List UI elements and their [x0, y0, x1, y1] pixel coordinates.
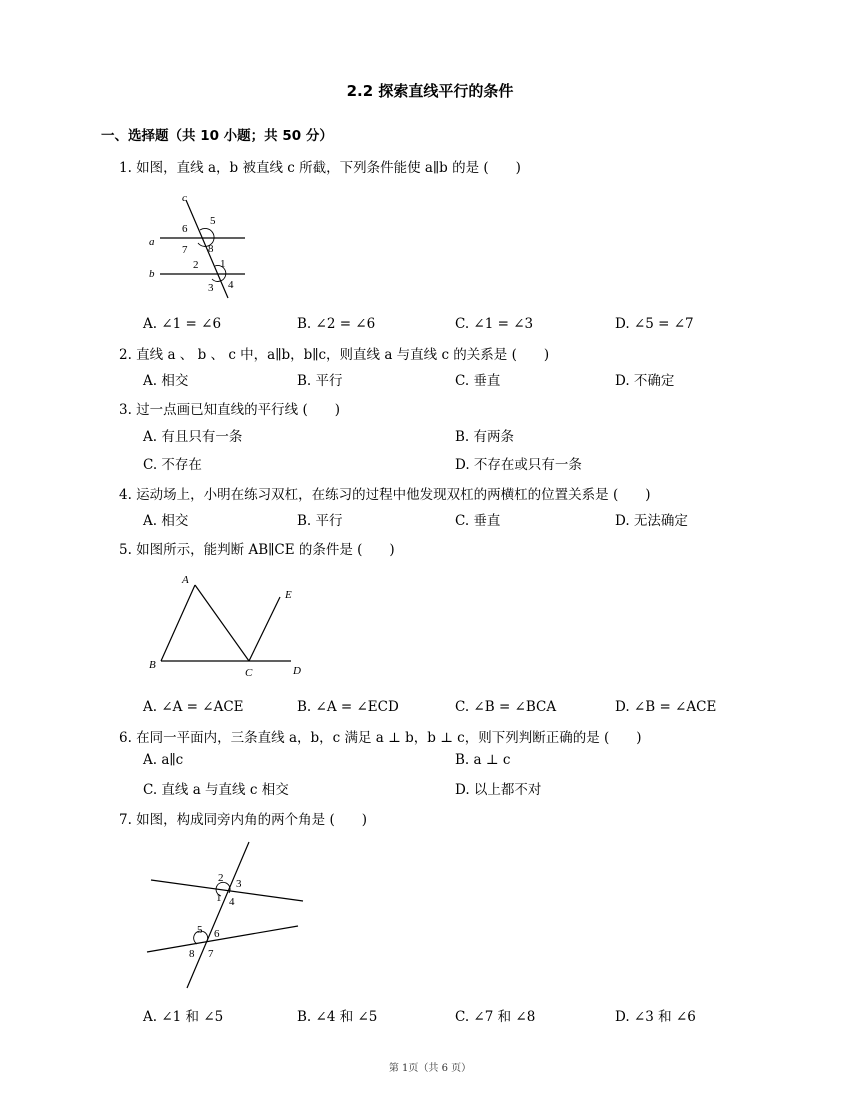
q3-option-b[interactable]: B. 有两条	[455, 429, 515, 445]
q4-option-d[interactable]: D. 无法确定	[615, 513, 688, 529]
question-6-stem: 6. 在同一平面内，三条直线 a，b，c 满足 a ⊥ b，b ⊥ c，则下列判断正确的是 ( )	[119, 730, 642, 746]
figure-label-B: B	[149, 659, 156, 671]
question-3-stem: 3. 过一点画已知直线的平行线 ( )	[119, 402, 340, 418]
figure-label-A: A	[182, 574, 189, 586]
figure-label-E: E	[285, 589, 292, 601]
question-4-stem: 4. 运动场上，小明在练习双杠，在练习的过程中他发现双杠的两横杠的位置关系是 ( )	[119, 487, 651, 503]
question-2-stem: 2. 直线 a 、 b 、 c 中，a∥b，b∥c，则直线 a 与直线 c 的关系是 ( )	[119, 347, 550, 363]
figure-label-1: 1	[220, 258, 226, 270]
figure-label-4: 4	[228, 279, 234, 291]
q2-option-a[interactable]: A. 相交	[143, 373, 189, 389]
figure-label-5: 5	[197, 924, 203, 936]
figure-label-1: 1	[216, 892, 222, 904]
question-5-figure	[145, 572, 315, 682]
figure-label-7: 7	[208, 948, 214, 960]
q7-option-b[interactable]: B. ∠4 和 ∠5	[297, 1009, 378, 1025]
q7-option-c[interactable]: C. ∠7 和 ∠8	[455, 1009, 536, 1025]
q6-option-a[interactable]: A. a∥c	[143, 752, 184, 768]
figure-label-2: 2	[218, 872, 224, 884]
q6-option-d[interactable]: D. 以上都不对	[455, 782, 542, 798]
page-title: 2.2 探索直线平行的条件	[346, 82, 514, 100]
figure-label-a: a	[149, 236, 155, 248]
figure-label-8: 8	[189, 948, 195, 960]
q4-option-b[interactable]: B. 平行	[297, 513, 343, 529]
q3-option-a[interactable]: A. 有且只有一条	[143, 429, 243, 445]
q2-option-d[interactable]: D. 不确定	[615, 373, 675, 389]
q1-option-d[interactable]: D. ∠5 = ∠7	[615, 316, 694, 332]
q4-option-a[interactable]: A. 相交	[143, 513, 189, 529]
q3-option-c[interactable]: C. 不存在	[143, 457, 202, 473]
question-7-figure	[145, 840, 310, 990]
figure-label-C: C	[245, 667, 253, 679]
q7-option-d[interactable]: D. ∠3 和 ∠6	[615, 1009, 696, 1025]
figure-label-D: D	[293, 665, 301, 677]
question-1-figure	[140, 188, 260, 298]
figure-label-b: b	[149, 268, 155, 280]
figure-label-6: 6	[182, 223, 188, 235]
figure-label-8: 8	[208, 243, 214, 255]
q5-option-c[interactable]: C. ∠B = ∠BCA	[455, 699, 557, 715]
q6-option-c[interactable]: C. 直线 a 与直线 c 相交	[143, 782, 289, 798]
q5-option-a[interactable]: A. ∠A = ∠ACE	[143, 699, 244, 715]
q6-option-b[interactable]: B. a ⊥ c	[455, 752, 511, 768]
figure-label-2: 2	[193, 259, 199, 271]
section-heading: 一、选择题（共 10 小题；共 50 分）	[101, 128, 333, 144]
q3-option-d[interactable]: D. 不存在或只有一条	[455, 457, 582, 473]
figure-label-7: 7	[182, 244, 188, 256]
q4-option-c[interactable]: C. 垂直	[455, 513, 501, 529]
q1-option-a[interactable]: A. ∠1 = ∠6	[143, 316, 222, 332]
figure-label-3: 3	[236, 878, 242, 890]
question-5-stem: 5. 如图所示，能判断 AB∥CE 的条件是 ( )	[119, 542, 395, 558]
figure-label-6: 6	[214, 928, 220, 940]
figure-label-c: c	[182, 192, 187, 204]
figure-label-4: 4	[229, 896, 235, 908]
q5-option-d[interactable]: D. ∠B = ∠ACE	[615, 699, 717, 715]
q5-option-b[interactable]: B. ∠A = ∠ECD	[297, 699, 399, 715]
page-footer: 第 1页（共 6 页）	[388, 1063, 472, 1074]
q1-option-c[interactable]: C. ∠1 = ∠3	[455, 316, 534, 332]
question-1-stem: 1. 如图，直线 a，b 被直线 c 所截，下列条件能使 a∥b 的是 ( )	[119, 160, 521, 176]
question-7-stem: 7. 如图，构成同旁内角的两个角是 ( )	[119, 812, 367, 828]
q2-option-c[interactable]: C. 垂直	[455, 373, 501, 389]
q1-option-b[interactable]: B. ∠2 = ∠6	[297, 316, 376, 332]
q2-option-b[interactable]: B. 平行	[297, 373, 343, 389]
figure-label-5: 5	[210, 215, 216, 227]
q7-option-a[interactable]: A. ∠1 和 ∠5	[143, 1009, 224, 1025]
figure-label-3: 3	[208, 282, 214, 294]
